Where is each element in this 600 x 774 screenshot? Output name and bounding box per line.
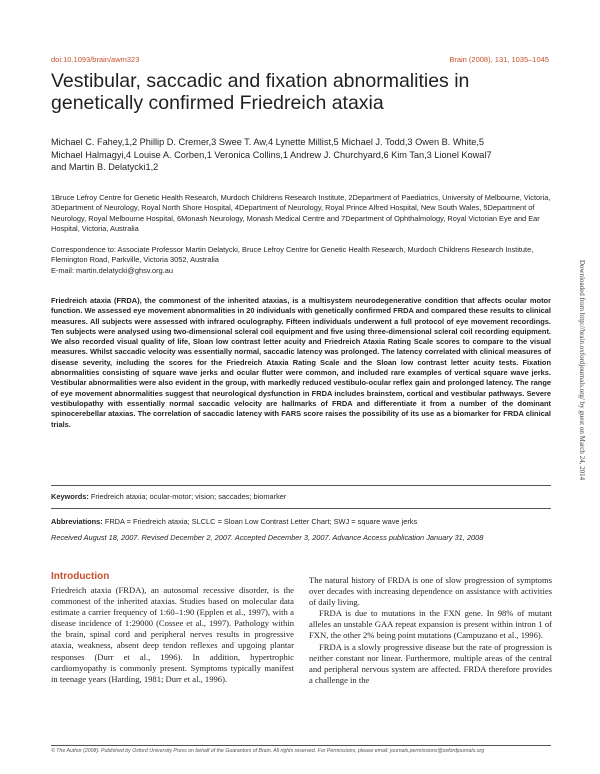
keywords-text: Friedreich ataxia; ocular-motor; vision; saccades; biomarker: [90, 492, 287, 501]
abbreviations: [51, 517, 551, 526]
correspondence-block: [51, 245, 551, 276]
affiliations: 1Bruce Lefroy Centre for Genetic Health Research, Murdoch Childrens Research Institute, 2Department of Paediatrics, University of Melbourne, Victoria, 3Department of Neurology, Royal North Shore Hospital, 4Department of Neurology, Royal Prince Alfred Hospital, New South Wales, 5Department of Neurology, Royal Melbourne Hospital, 6Monash Neurology, Monash Medical Centre and 7Department of Ophthalmology, Royal Victorian Eye and Ear Hospital, Victoria, Australia: [51, 193, 551, 233]
keywords: [51, 492, 551, 501]
author-line-3: and Martin B. Delatycki1,2: [51, 162, 159, 172]
body-column-left: [51, 585, 294, 685]
download-note: Downloaded from http://brain.oxfordjournals.org/ by guest on March 24, 2014: [578, 260, 586, 481]
author-line-1: Michael C. Fahey,1,2 Phillip D. Cremer,3 Swee T. Aw,4 Lynette Millist,5 Michael J. Todd,3 Owen B. White,5: [51, 137, 485, 147]
correspondence: Correspondence to: Associate Professor Martin Delatycki, Bruce Lefroy Centre for Genetic Health Research, Murdoch Childrens Research Institute, Flemington Road, Parkville, Victoria 3052, Australia: [51, 245, 534, 265]
author-line-2: Michael Halmagyi,4 Louise A. Corben,1 Veronica Collins,1 Andrew J. Churchyard,6 Kim Tan,3 Lionel Kowal7: [51, 149, 492, 160]
body-column-right: [309, 575, 552, 686]
author-list: [51, 136, 551, 174]
paragraph: FRDA is a slowly progressive disease but the rate of progression is neither constant nor linear. Furthermore, multiple areas of the central and peripheral nervous system are affected. FRDA therefore provides a challenge in the: [309, 641, 552, 685]
abbreviations-text: FRDA = Friedreich ataxia; SLCLC = Sloan Low Contrast Letter Chart; SWJ = square wave jerks: [104, 517, 418, 526]
email[interactable]: E-mail: martin.delatycki@ghsv.org.au: [51, 265, 173, 275]
publication-dates: Received August 18, 2007. Revised December 2, 2007. Accepted December 3, 2007. Advance Access publication January 31, 2008: [51, 533, 484, 542]
copyright-footer: © The Author (2008). Published by Oxford University Press on behalf of the Guarantors of Brain. All rights reserved. For Permissions, please email: journals.permissions@oxfordjournals.org: [51, 748, 485, 754]
abbreviations-label: Abbreviations:: [51, 517, 103, 526]
doi[interactable]: doi:10.1093/brain/awm323: [51, 55, 140, 64]
journal-reference: Brain (2008), 131, 1035–1045: [449, 55, 549, 64]
paragraph: Friedreich ataxia (FRDA), an autosomal recessive disorder, is the commonest of the inherited ataxias. Studies based on molecular data estimate a carrier frequency of 1:60–1:90 (Epplen et al., 1997), with a disease incidence of 1:29000 (Cossee et al., 1997). Pathology within the brain, spinal cord and peripheral nerves results in progressive ataxia, weakness, absent deep tendon reflexes and upgoing plantar responses (Durr et al., 1996). In addition, hypertrophic cardiomyopathy is commonly present. Symptoms typically manifest in teenage years (Harding, 1981; Durr et al., 1996).: [51, 585, 294, 684]
article-title: Vestibular, saccadic and fixation abnormalities in genetically confirmed Friedreich ataxia: [51, 70, 470, 114]
paragraph: The natural history of FRDA is one of slow progression of symptoms over decades with increasing dependence on assistance with activities of daily living.: [309, 575, 552, 608]
divider: [51, 485, 551, 486]
divider: [51, 745, 551, 746]
section-heading-introduction: Introduction: [51, 571, 110, 582]
divider: [51, 508, 551, 509]
paragraph: FRDA is due to mutations in the FXN gene. In 98% of mutant alleles an unstable GAA repeat expansion is present within intron 1 of FXN, the other 2% being point mutations (Campuzano et al., 1996).: [309, 608, 552, 641]
abstract: Friedreich ataxia (FRDA), the commonest of the inherited ataxias, is a multisystem neurodegenerative condition that affects ocular motor function. We assessed eye movement abnormalities in 20 individuals with genetically confirmed FRDA and compared these results to clinical measures. All subjects were assessed with infrared oculography. Fifteen individuals underwent a full protocol of eye movement recordings. Ten subjects were analysed using two-dimensional scleral coil equipment and five using three-dimensional scleral coil recording equipment. We also recorded visual quality of life, Sloan low contrast letter acuity and Friedreich Ataxia Rating Scale scores to compare to the visual measures. Whilst saccadic velocity was essentially normal, saccadic latency was prolonged. The latency correlated with clinical measures of disease severity, including the scores for the Friedreich Ataxia Rating Scale and the Sloan low contrast letter acuity tests. Fixation abnormalities consisting of square wave jerks and ocular flutter were common, and included rare examples of vertical square wave jerks. Vestibular abnormalities were also evident in the group, with markedly reduced vestibulo-ocular reflex gain and prolonged latency. The range of eye movement abnormalities suggest that neurological dysfunction in FRDA includes brainstem, cortical and vestibular pathways. Severe vestibulopathy with essentially normal saccadic velocity are hallmarks of FRDA and differentiate it from a number of the dominant spinocerebellar ataxias. The correlation of saccadic latency with FARS score raises the possibility of its use as a biomarker for FRDA clinical trials.: [51, 296, 551, 429]
keywords-label: Keywords:: [51, 492, 89, 501]
